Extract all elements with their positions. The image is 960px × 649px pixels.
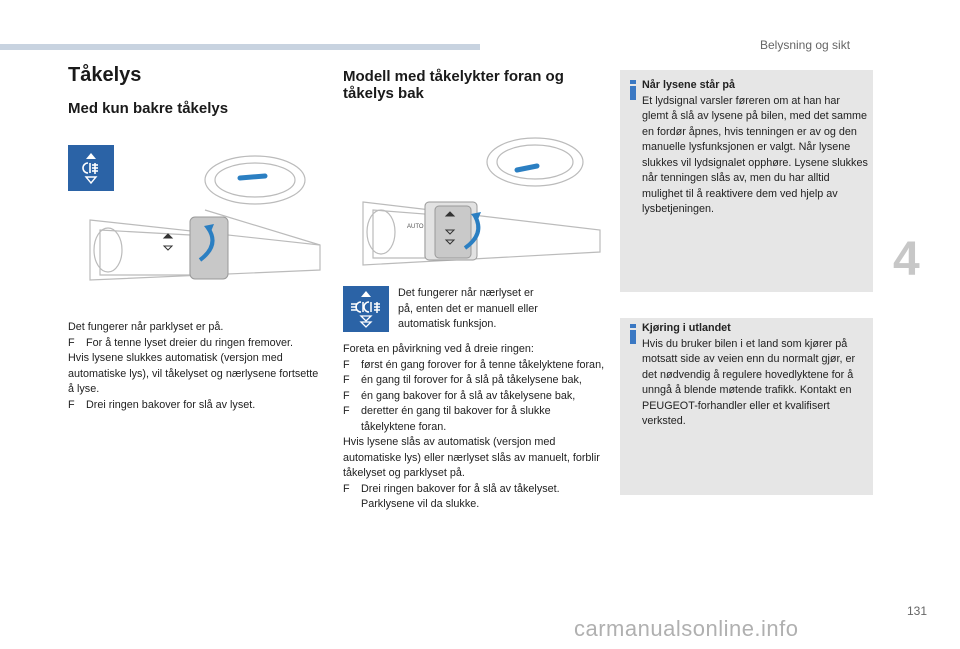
bullet-marker-icon: F — [343, 405, 350, 417]
info-box-driving-abroad — [620, 318, 873, 495]
left-body — [68, 320, 320, 413]
auto-label: AUTO — [407, 224, 424, 230]
bullet-marker-icon: F — [343, 358, 350, 371]
left-bullet-2: F Drei ringen bakover for slå av lyset. — [68, 398, 320, 414]
middle-bullet-3: F én gang bakover for å slå av tåkelysene bak, — [343, 389, 605, 405]
middle-bullet-2: F én gang til forover for å slå på tåkelysene bak, — [343, 373, 605, 389]
middle-title: Modell med tåkelykter foran og tåkelys bak — [343, 68, 564, 102]
watermark: carmanualsonline.info — [574, 616, 799, 641]
bullet-marker-icon: F — [343, 389, 350, 402]
page-title: Tåkelys — [68, 64, 142, 86]
info-icon — [628, 324, 638, 344]
middle-intro: Foreta en påvirkning ved å dreie ringen: — [343, 343, 534, 355]
section-title: Belysning og sikt — [760, 38, 851, 52]
bullet-marker-icon: F — [343, 374, 350, 386]
header-bar — [0, 44, 480, 50]
info-icon — [628, 80, 638, 100]
info-heading: Kjøring i utlandet — [642, 322, 731, 334]
info-text: Et lydsignal varsler føreren om at han har glemt å slå av lysene på bilen, med det samme en fordør åpnes, hvis tenningen er av og den manuelle lysfunksjonen er valgt. Når lysene slukkes vil lydsignalet opphøre. Lysene slukkes når tenningen slås av, men du har alltid mulighet til å reaktivere dem ved hjelp av lysbetjeningen. — [642, 94, 868, 215]
middle-body — [343, 342, 605, 513]
left-bullet-1: F For å tenne lyset dreier du ringen fremover. — [68, 336, 320, 352]
info-heading: Når lysene står på — [642, 79, 736, 91]
front-rear-fog-indicator-icon — [343, 286, 389, 332]
info-text: Hvis du bruker bilen i et land som kjører på motsatt side av veien enn du normalt gjør, er det nødvendig å regulere hovedlyktene for å unngå å blende møtende trafikk. Kontakt en PEUGEOT-forhandler eller et kvalifisert verksted. — [642, 337, 856, 427]
page-number: 131 — [907, 604, 928, 618]
info-box-lights-on — [620, 70, 873, 292]
stalk-illustration-rear — [80, 150, 325, 295]
bullet-marker-icon: F — [343, 482, 350, 495]
bullet-marker-icon: F — [68, 398, 75, 411]
left-paragraph: Hvis lysene slukkes automatisk (versjon med automatiske lys), vil tåkelyset og nærlysene fortsette å lyse. — [68, 352, 319, 395]
middle-bullet-4: F deretter én gang til bakover for å slukke tåkelyktene foran. — [343, 405, 551, 433]
stalk-illustration-front-rear — [355, 130, 605, 280]
middle-bullet-5: F Drei ringen bakover for å slå av tåkelyset. Parklysene vil da slukke. — [343, 482, 560, 510]
chapter-number: 4 — [893, 233, 920, 286]
middle-bullet-1: F først én gang forover for å tenne tåkelyktene foran, — [343, 358, 605, 374]
left-intro: Det fungerer når parklyset er på. — [68, 321, 224, 333]
bullet-marker-icon: F — [68, 336, 75, 349]
middle-paragraph: Hvis lysene slås av automatisk (versjon med automatiske lys) eller nærlyset slås av manuelt, forblir tåkelyset og parklyset på. — [343, 436, 600, 479]
middle-icon-text: Det fungerer når nærlyset er på, enten det er manuell eller automatisk funksjon. — [398, 287, 538, 330]
left-subtitle: Med kun bakre tåkelys — [68, 100, 229, 117]
